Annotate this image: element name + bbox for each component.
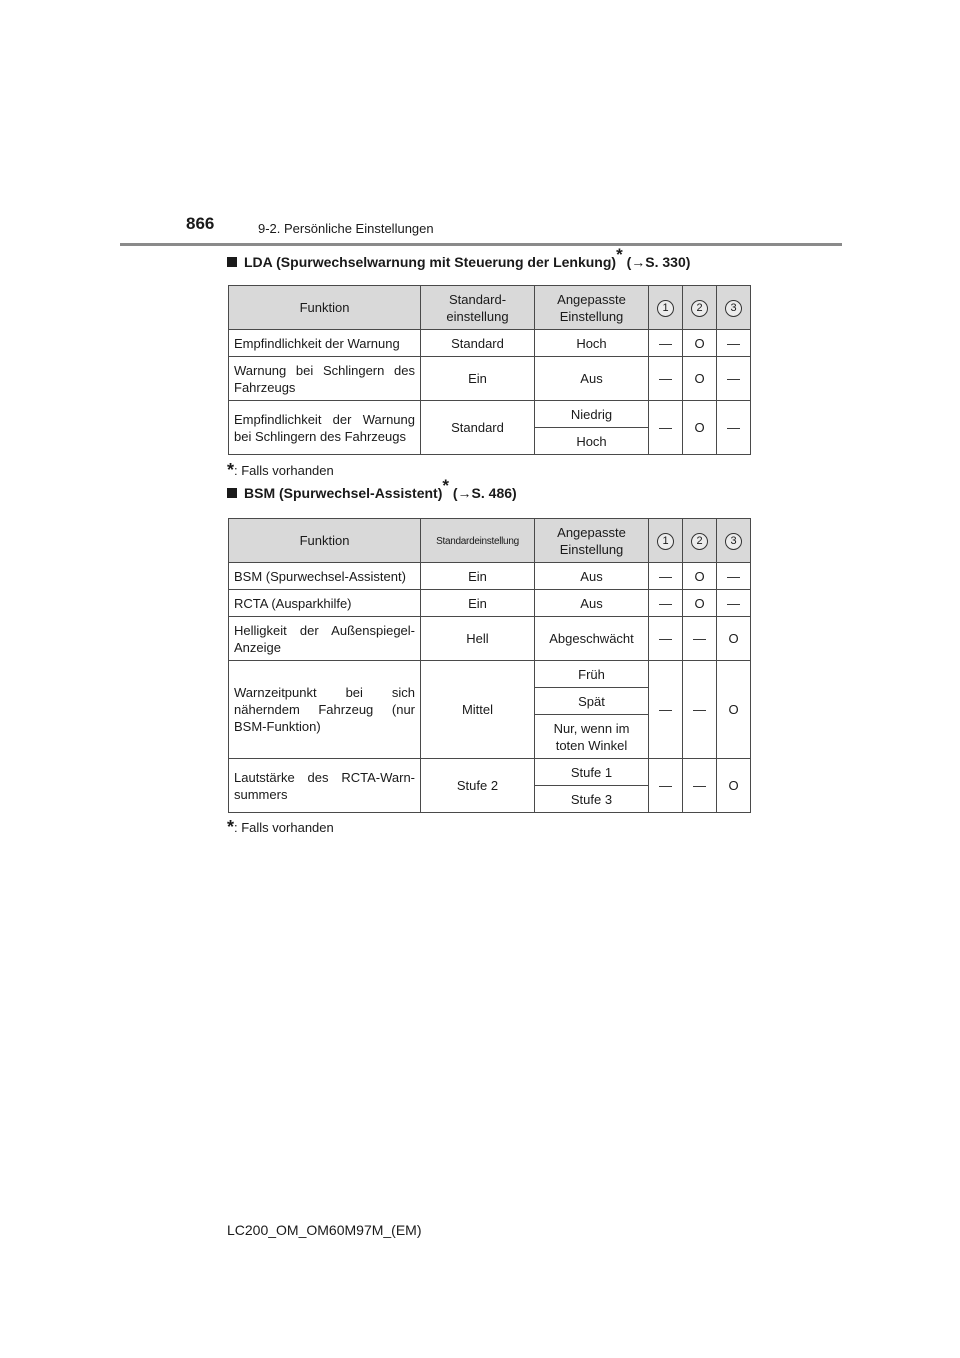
table-row xyxy=(229,330,751,357)
cell-funktion: Empfindlichkeit der Warnung bei Schlingern des Fahrzeugs xyxy=(229,401,421,455)
cell-angepasst: Hoch xyxy=(535,330,649,357)
table-row xyxy=(229,661,751,688)
cell-standard: Hell xyxy=(421,617,535,661)
bsm-footnote xyxy=(227,817,334,838)
cell-standard: Stufe 2 xyxy=(421,759,535,813)
circled-3-icon: 3 xyxy=(725,533,742,550)
col-3 xyxy=(717,519,751,563)
lda-page-ref[interactable]: (→S. 330) xyxy=(626,254,691,270)
cell-standard: Ein xyxy=(421,357,535,401)
cell-funktion: BSM (Spurwechsel-Assistent) xyxy=(229,563,421,590)
circled-1-icon: 1 xyxy=(657,533,674,550)
footnote-text: : Falls vorhanden xyxy=(234,820,334,835)
page-number: 866 xyxy=(186,214,215,233)
col-funktion: Funktion xyxy=(229,519,421,563)
table-row xyxy=(229,590,751,617)
cell-standard: Standard xyxy=(421,330,535,357)
cell-angepasst: Stufe 1 xyxy=(535,759,649,786)
cell-funktion: RCTA (Ausparkhilfe) xyxy=(229,590,421,617)
cell-angepasst: Aus xyxy=(535,563,649,590)
cell-funktion: Lautstärke des RCTA-Warn-summers xyxy=(229,759,421,813)
cell-c1: — xyxy=(649,617,683,661)
cell-c3: O xyxy=(717,661,751,759)
bullet-square-icon xyxy=(227,488,237,498)
cell-c3: — xyxy=(717,401,751,455)
cell-funktion: Warnzeitpunkt bei sich näherndem Fahrzeug (nur BSM-Funktion) xyxy=(229,661,421,759)
cell-c1: — xyxy=(649,357,683,401)
cell-c3: — xyxy=(717,563,751,590)
circled-2-icon: 2 xyxy=(691,533,708,550)
col-angepasst: Angepasste Einstellung xyxy=(535,286,649,330)
circled-2-icon: 2 xyxy=(691,300,708,317)
lda-heading xyxy=(227,245,691,270)
lda-table xyxy=(228,285,751,455)
footnote-text: : Falls vorhanden xyxy=(234,463,334,478)
col-1 xyxy=(649,519,683,563)
table-row xyxy=(229,357,751,401)
cell-angepasst: Stufe 3 xyxy=(535,786,649,813)
table-row xyxy=(229,401,751,428)
cell-angepasst: Aus xyxy=(535,357,649,401)
cell-angepasst: Aus xyxy=(535,590,649,617)
cell-c1: — xyxy=(649,330,683,357)
header-rule xyxy=(120,243,842,246)
cell-c2: O xyxy=(683,563,717,590)
bsm-table xyxy=(228,518,751,813)
cell-funktion: Empfindlichkeit der Warnung xyxy=(229,330,421,357)
cell-c2: O xyxy=(683,590,717,617)
col-funktion: Funktion xyxy=(229,286,421,330)
cell-c3: — xyxy=(717,357,751,401)
footnote-star: * xyxy=(227,460,235,480)
cell-c2: — xyxy=(683,617,717,661)
cell-c1: — xyxy=(649,590,683,617)
cell-standard: Standard xyxy=(421,401,535,455)
cell-c3: O xyxy=(717,617,751,661)
cell-c3: O xyxy=(717,759,751,813)
col-1 xyxy=(649,286,683,330)
cell-angepasst: Hoch xyxy=(535,428,649,455)
cell-angepasst: Nur, wenn im toten Winkel xyxy=(535,715,649,759)
col-angepasst: Angepasste Einstellung xyxy=(535,519,649,563)
col-2 xyxy=(683,519,717,563)
cell-standard: Ein xyxy=(421,590,535,617)
cell-c2: O xyxy=(683,330,717,357)
bsm-page-ref[interactable]: (→S. 486) xyxy=(452,485,517,501)
cell-c3: — xyxy=(717,330,751,357)
document-code: LC200_OM_OM60M97M_(EM) xyxy=(227,1222,422,1238)
table-row xyxy=(229,563,751,590)
col-standard: Standard- einstellung xyxy=(421,286,535,330)
lda-footnote xyxy=(227,460,334,481)
cell-funktion: Helligkeit der Außenspiegel-Anzeige xyxy=(229,617,421,661)
lda-header-row xyxy=(229,286,751,330)
footnote-star: * xyxy=(227,817,235,837)
col-standard-label: Standardeinstellung xyxy=(436,536,519,547)
col-2 xyxy=(683,286,717,330)
bsm-header-row xyxy=(229,519,751,563)
cell-angepasst: Abgeschwächt xyxy=(535,617,649,661)
circled-1-icon: 1 xyxy=(657,300,674,317)
cell-standard: Ein xyxy=(421,563,535,590)
cell-c1: — xyxy=(649,661,683,759)
cell-standard: Mittel xyxy=(421,661,535,759)
table-row xyxy=(229,617,751,661)
bullet-square-icon xyxy=(227,257,237,267)
table-row xyxy=(229,759,751,786)
col-3 xyxy=(717,286,751,330)
section-label: 9-2. Persönliche Einstellungen xyxy=(258,221,434,236)
cell-c1: — xyxy=(649,401,683,455)
cell-c3: — xyxy=(717,590,751,617)
cell-c2: — xyxy=(683,759,717,813)
cell-c2: O xyxy=(683,357,717,401)
bsm-heading xyxy=(227,476,517,501)
bsm-title: BSM (Spurwechsel-Assistent) xyxy=(244,485,443,501)
col-standard xyxy=(421,519,535,563)
cell-angepasst: Früh xyxy=(535,661,649,688)
cell-angepasst: Spät xyxy=(535,688,649,715)
lda-title: LDA (Spurwechselwarnung mit Steuerung der Lenkung) xyxy=(244,254,617,270)
bsm-star: * xyxy=(442,476,449,496)
lda-star: * xyxy=(616,245,623,265)
cell-c2: — xyxy=(683,661,717,759)
circled-3-icon: 3 xyxy=(725,300,742,317)
cell-c1: — xyxy=(649,759,683,813)
cell-c1: — xyxy=(649,563,683,590)
cell-funktion: Warnung bei Schlingern des Fahrzeugs xyxy=(229,357,421,401)
cell-angepasst: Niedrig xyxy=(535,401,649,428)
cell-c2: O xyxy=(683,401,717,455)
